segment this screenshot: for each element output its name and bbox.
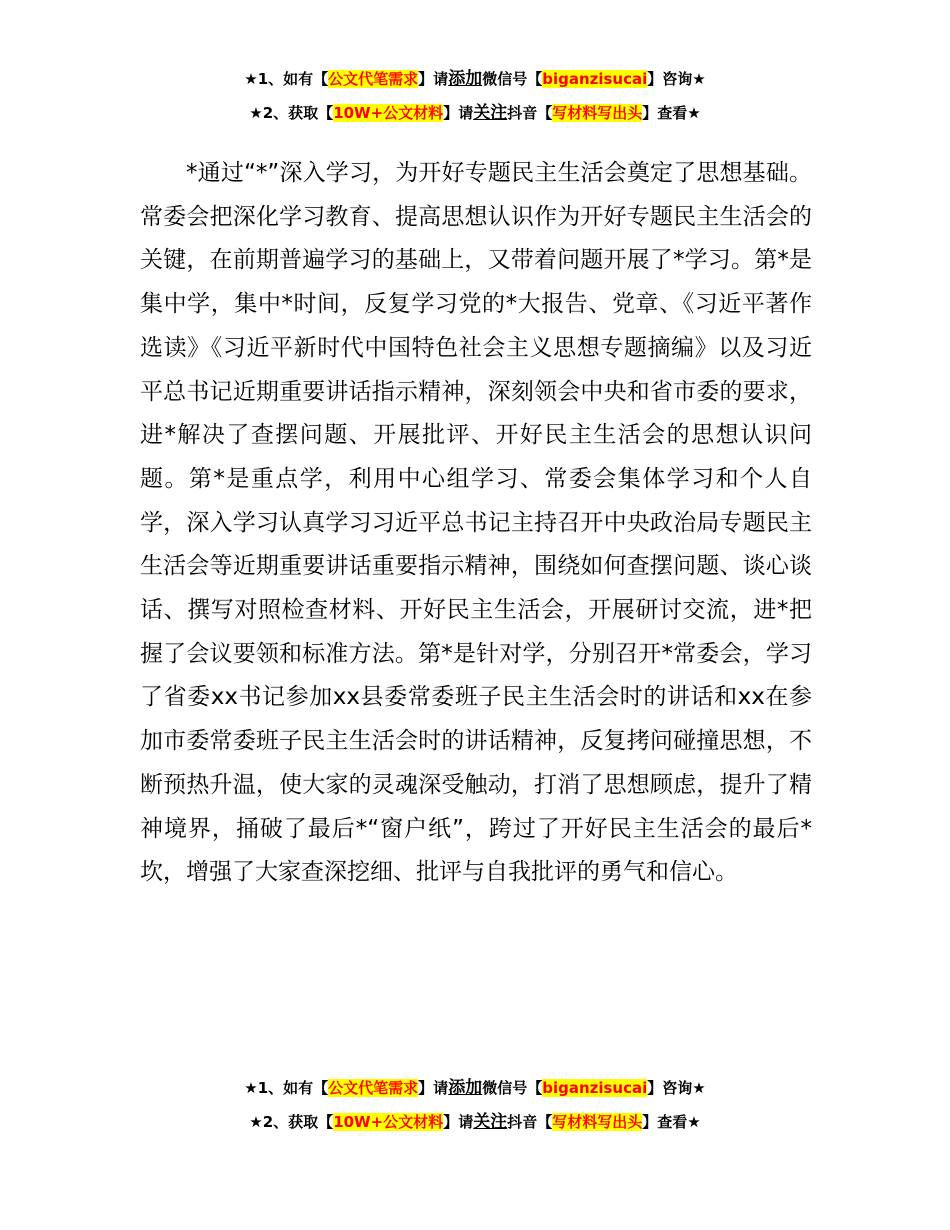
footer-line2-emphasis: 关注 <box>473 1112 508 1132</box>
footer-line2-prefix: ★2、获取【 <box>249 1113 334 1131</box>
footer-highlight-service-label: 公文代笔需求 <box>328 1079 419 1097</box>
banner-line-2 <box>0 96 950 130</box>
banner-line1-prefix: ★1、如有【 <box>244 70 329 88</box>
banner-line1-emphasis: 添加 <box>448 69 483 89</box>
footer-highlight-douyin-account: 写材料写出头 <box>552 1113 643 1131</box>
banner-line2-suffix: 】查看★ <box>642 104 701 122</box>
footer-line1-suffix: 】咨询★ <box>647 1079 706 1097</box>
footer-line1-emphasis: 添加 <box>448 1078 483 1098</box>
highlight-douyin-account: 写材料写出头 <box>552 104 643 122</box>
banner-line-1 <box>0 62 950 96</box>
footer-highlight-wechat-id: biganzisucai <box>542 1079 648 1097</box>
footer-banner <box>0 1071 950 1139</box>
footer-line2-suffix: 】查看★ <box>642 1113 701 1131</box>
footer-line2-mid: 】请 <box>443 1113 474 1131</box>
header-banner <box>0 62 950 130</box>
footer-banner-line-2 <box>0 1105 950 1139</box>
footer-line1-mid2: 微信号【 <box>482 1079 543 1097</box>
banner-line2-mid2: 抖音【 <box>507 104 553 122</box>
banner-line1-mid: 】请 <box>418 70 449 88</box>
banner-line1-suffix: 】咨询★ <box>647 70 706 88</box>
footer-banner-line-1 <box>0 1071 950 1105</box>
banner-line2-prefix: ★2、获取【 <box>249 104 334 122</box>
banner-line1-mid2: 微信号【 <box>482 70 543 88</box>
banner-line2-emphasis: 关注 <box>473 103 508 123</box>
body-paragraph: *通过“*”深入学习，为开好专题民主生活会奠定了思想基础。常委会把深化学习教育、提高思想认识作为开好专题民主生活会的关键，在前期普遍学习的基础上，又带着问题开展了*学习。第*是集中学，集中*时间，反复学习党的*大报告、党章、《习近平著作选读》《习近平新时代中国特色社会主义思想专题摘编》以及习近平总书记近期重要讲话指示精神，深刻领会中央和省市委的要求，进*解决了查摆问题、开展批评、开好民主生活会的思想认识问题。第*是重点学，利用中心组学习、常委会集体学习和个人自学，深入学习认真学习习近平总书记主持召开中央政治局专题民主生活会等近期重要讲话重要指示精神，围绕如何查摆问题、谈心谈话、撰写对照检查材料、开好民主生活会，开展研讨交流，进*把握了会议要领和标准方法。第*是针对学，分别召开*常委会，学习了省委xx书记参加xx县委常委班子民主生活会时的讲话和xx在参加市委常委班子民主生活会时的讲话精神，反复拷问碰撞思想，不断预热升温，使大家的灵魂深受触动，打消了思想顾虑，提升了精神境界，捅破了最后*“窗户纸”，跨过了开好民主生活会的最后*坎，增强了大家查深挖细、批评与自我批评的勇气和信心。 <box>140 160 813 886</box>
highlight-materials-label: 10W+公文材料 <box>333 104 444 122</box>
footer-line1-prefix: ★1、如有【 <box>244 1079 329 1097</box>
footer-highlight-materials-label: 10W+公文材料 <box>333 1113 444 1131</box>
footer-line2-mid2: 抖音【 <box>507 1113 553 1131</box>
banner-line2-mid: 】请 <box>443 104 474 122</box>
highlight-wechat-id: biganzisucai <box>542 70 648 88</box>
highlight-service-label: 公文代笔需求 <box>328 70 419 88</box>
footer-line1-mid: 】请 <box>418 1079 449 1097</box>
